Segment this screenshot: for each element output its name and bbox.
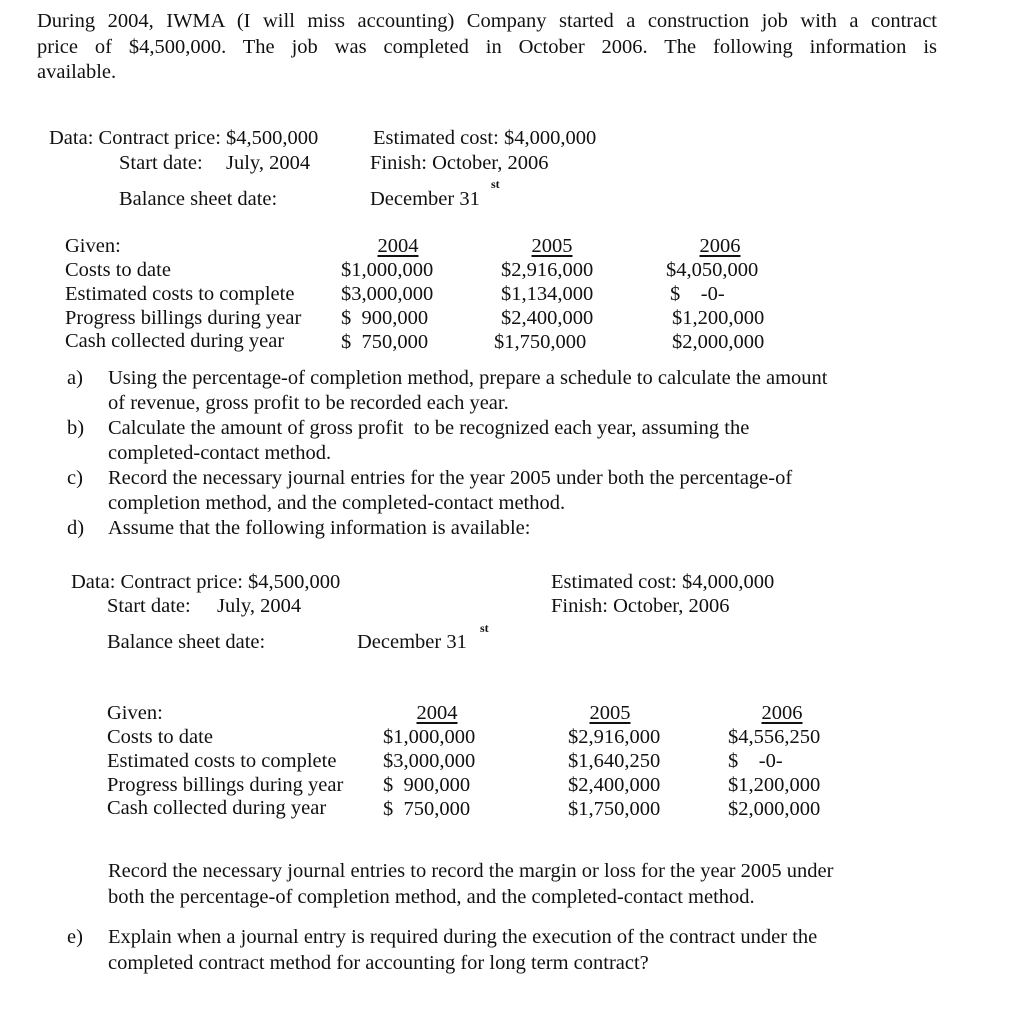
table-cell: $1,200,000: [728, 774, 821, 796]
finish-date: Finish: October, 2006: [370, 152, 549, 174]
start-date-value: July, 2004: [217, 595, 302, 617]
record-line: Record the necessary journal entries to record the margin or loss for the year 2005 under: [108, 860, 834, 882]
table-cell: $1,200,000: [672, 307, 765, 329]
finish-date: Finish: October, 2006: [551, 595, 730, 617]
estimated-cost: Estimated cost: $4,000,000: [373, 127, 597, 149]
contract-price: Data: Contract price: $4,500,000: [49, 127, 319, 149]
question-text: of revenue, gross profit to be recorded each year.: [108, 392, 509, 414]
record-paragraph: [108, 858, 833, 910]
question-c: [67, 466, 927, 516]
row-label: Cash collected during year: [65, 330, 285, 352]
superscript-st: st: [491, 177, 500, 191]
table-cell: $2,000,000: [672, 331, 765, 353]
estimated-cost: Estimated cost: $4,000,000: [551, 571, 775, 593]
given-label: Given:: [65, 235, 121, 257]
table-cell: $ 900,000: [383, 774, 471, 796]
year-header: 2005: [531, 235, 573, 257]
year-header: 2004: [377, 235, 419, 257]
balance-sheet-value: December 31: [370, 188, 480, 210]
table-cell: $2,400,000: [501, 307, 594, 329]
table-cell: $ 900,000: [341, 307, 429, 329]
balance-sheet-value: December 31: [357, 631, 467, 653]
question-label: c): [67, 467, 83, 489]
row-label: Cash collected during year: [107, 797, 327, 819]
contract-price: Data: Contract price: $4,500,000: [71, 571, 341, 593]
table-cell: $3,000,000: [383, 750, 476, 772]
question-a: [67, 366, 927, 416]
table-cell: $1,640,250: [568, 750, 661, 772]
row-label: Progress billings during year: [65, 307, 302, 329]
year-header: 2005: [589, 702, 631, 724]
question-text: Calculate the amount of gross profit to be recognized each year, assuming the: [108, 417, 750, 439]
year-header: 2006: [761, 702, 803, 724]
balance-sheet-label: Balance sheet date:: [119, 188, 278, 210]
question-label: a): [67, 367, 83, 389]
table-cell: $4,556,250: [728, 726, 821, 748]
question-label: e): [67, 926, 83, 948]
table-cell: $2,916,000: [568, 726, 661, 748]
intro-paragraph: [37, 9, 937, 86]
table-cell: $1,134,000: [501, 283, 594, 305]
year-header: 2004: [416, 702, 458, 724]
start-date-label: Start date:: [119, 152, 203, 174]
question-b: [67, 416, 927, 466]
table-cell: $1,750,000: [568, 798, 661, 820]
question-text: completion method, and the completed-contact method.: [108, 492, 566, 514]
question-d: [67, 516, 927, 541]
table-cell: $ 750,000: [341, 331, 429, 353]
row-label: Estimated costs to complete: [65, 283, 295, 305]
question-text: Using the percentage-of completion method, prepare a schedule to calculate the amount: [108, 367, 828, 389]
record-line: both the percentage-of completion method, and the completed-contact method.: [108, 886, 755, 908]
row-label: Progress billings during year: [107, 774, 344, 796]
table-cell: $ 750,000: [383, 798, 471, 820]
year-header: 2006: [699, 235, 741, 257]
question-e: [67, 924, 927, 976]
table-cell: $1,000,000: [383, 726, 476, 748]
superscript-st: st: [480, 621, 489, 635]
table-cell: $2,916,000: [501, 259, 594, 281]
given-label: Given:: [107, 702, 163, 724]
question-list-e: [67, 924, 927, 976]
question-text: Record the necessary journal entries for the year 2005 under both the percentage-of: [108, 467, 793, 489]
row-label: Estimated costs to complete: [107, 750, 337, 772]
intro-line: During 2004, IWMA (I will miss accounting) Company started a construction job with a contract: [37, 10, 937, 32]
question-text: Explain when a journal entry is required during the execution of the contract under the: [108, 926, 818, 948]
table-cell: $2,400,000: [568, 774, 661, 796]
table-cell: $1,000,000: [341, 259, 434, 281]
table-cell: $3,000,000: [341, 283, 434, 305]
intro-line: price of $4,500,000. The job was completed in October 2006. The following information is: [37, 35, 937, 58]
start-date-value: July, 2004: [226, 152, 311, 174]
row-label: Costs to date: [107, 726, 213, 748]
start-date-label: Start date:: [107, 595, 191, 617]
question-text: completed contract method for accounting for long term contract?: [108, 952, 649, 974]
question-label: b): [67, 417, 85, 439]
table-cell: $ -0-: [670, 283, 725, 305]
question-text: completed-contact method.: [108, 442, 332, 464]
balance-sheet-label: Balance sheet date:: [107, 631, 266, 653]
table-cell: $4,050,000: [666, 259, 759, 281]
row-label: Costs to date: [65, 259, 171, 281]
table-cell: $1,750,000: [494, 331, 587, 353]
intro-line: available.: [37, 61, 117, 83]
table-cell: $2,000,000: [728, 798, 821, 820]
table-cell: $ -0-: [728, 750, 783, 772]
question-text: Assume that the following information is available:: [108, 517, 531, 539]
question-list: [67, 366, 927, 541]
question-label: d): [67, 517, 85, 539]
